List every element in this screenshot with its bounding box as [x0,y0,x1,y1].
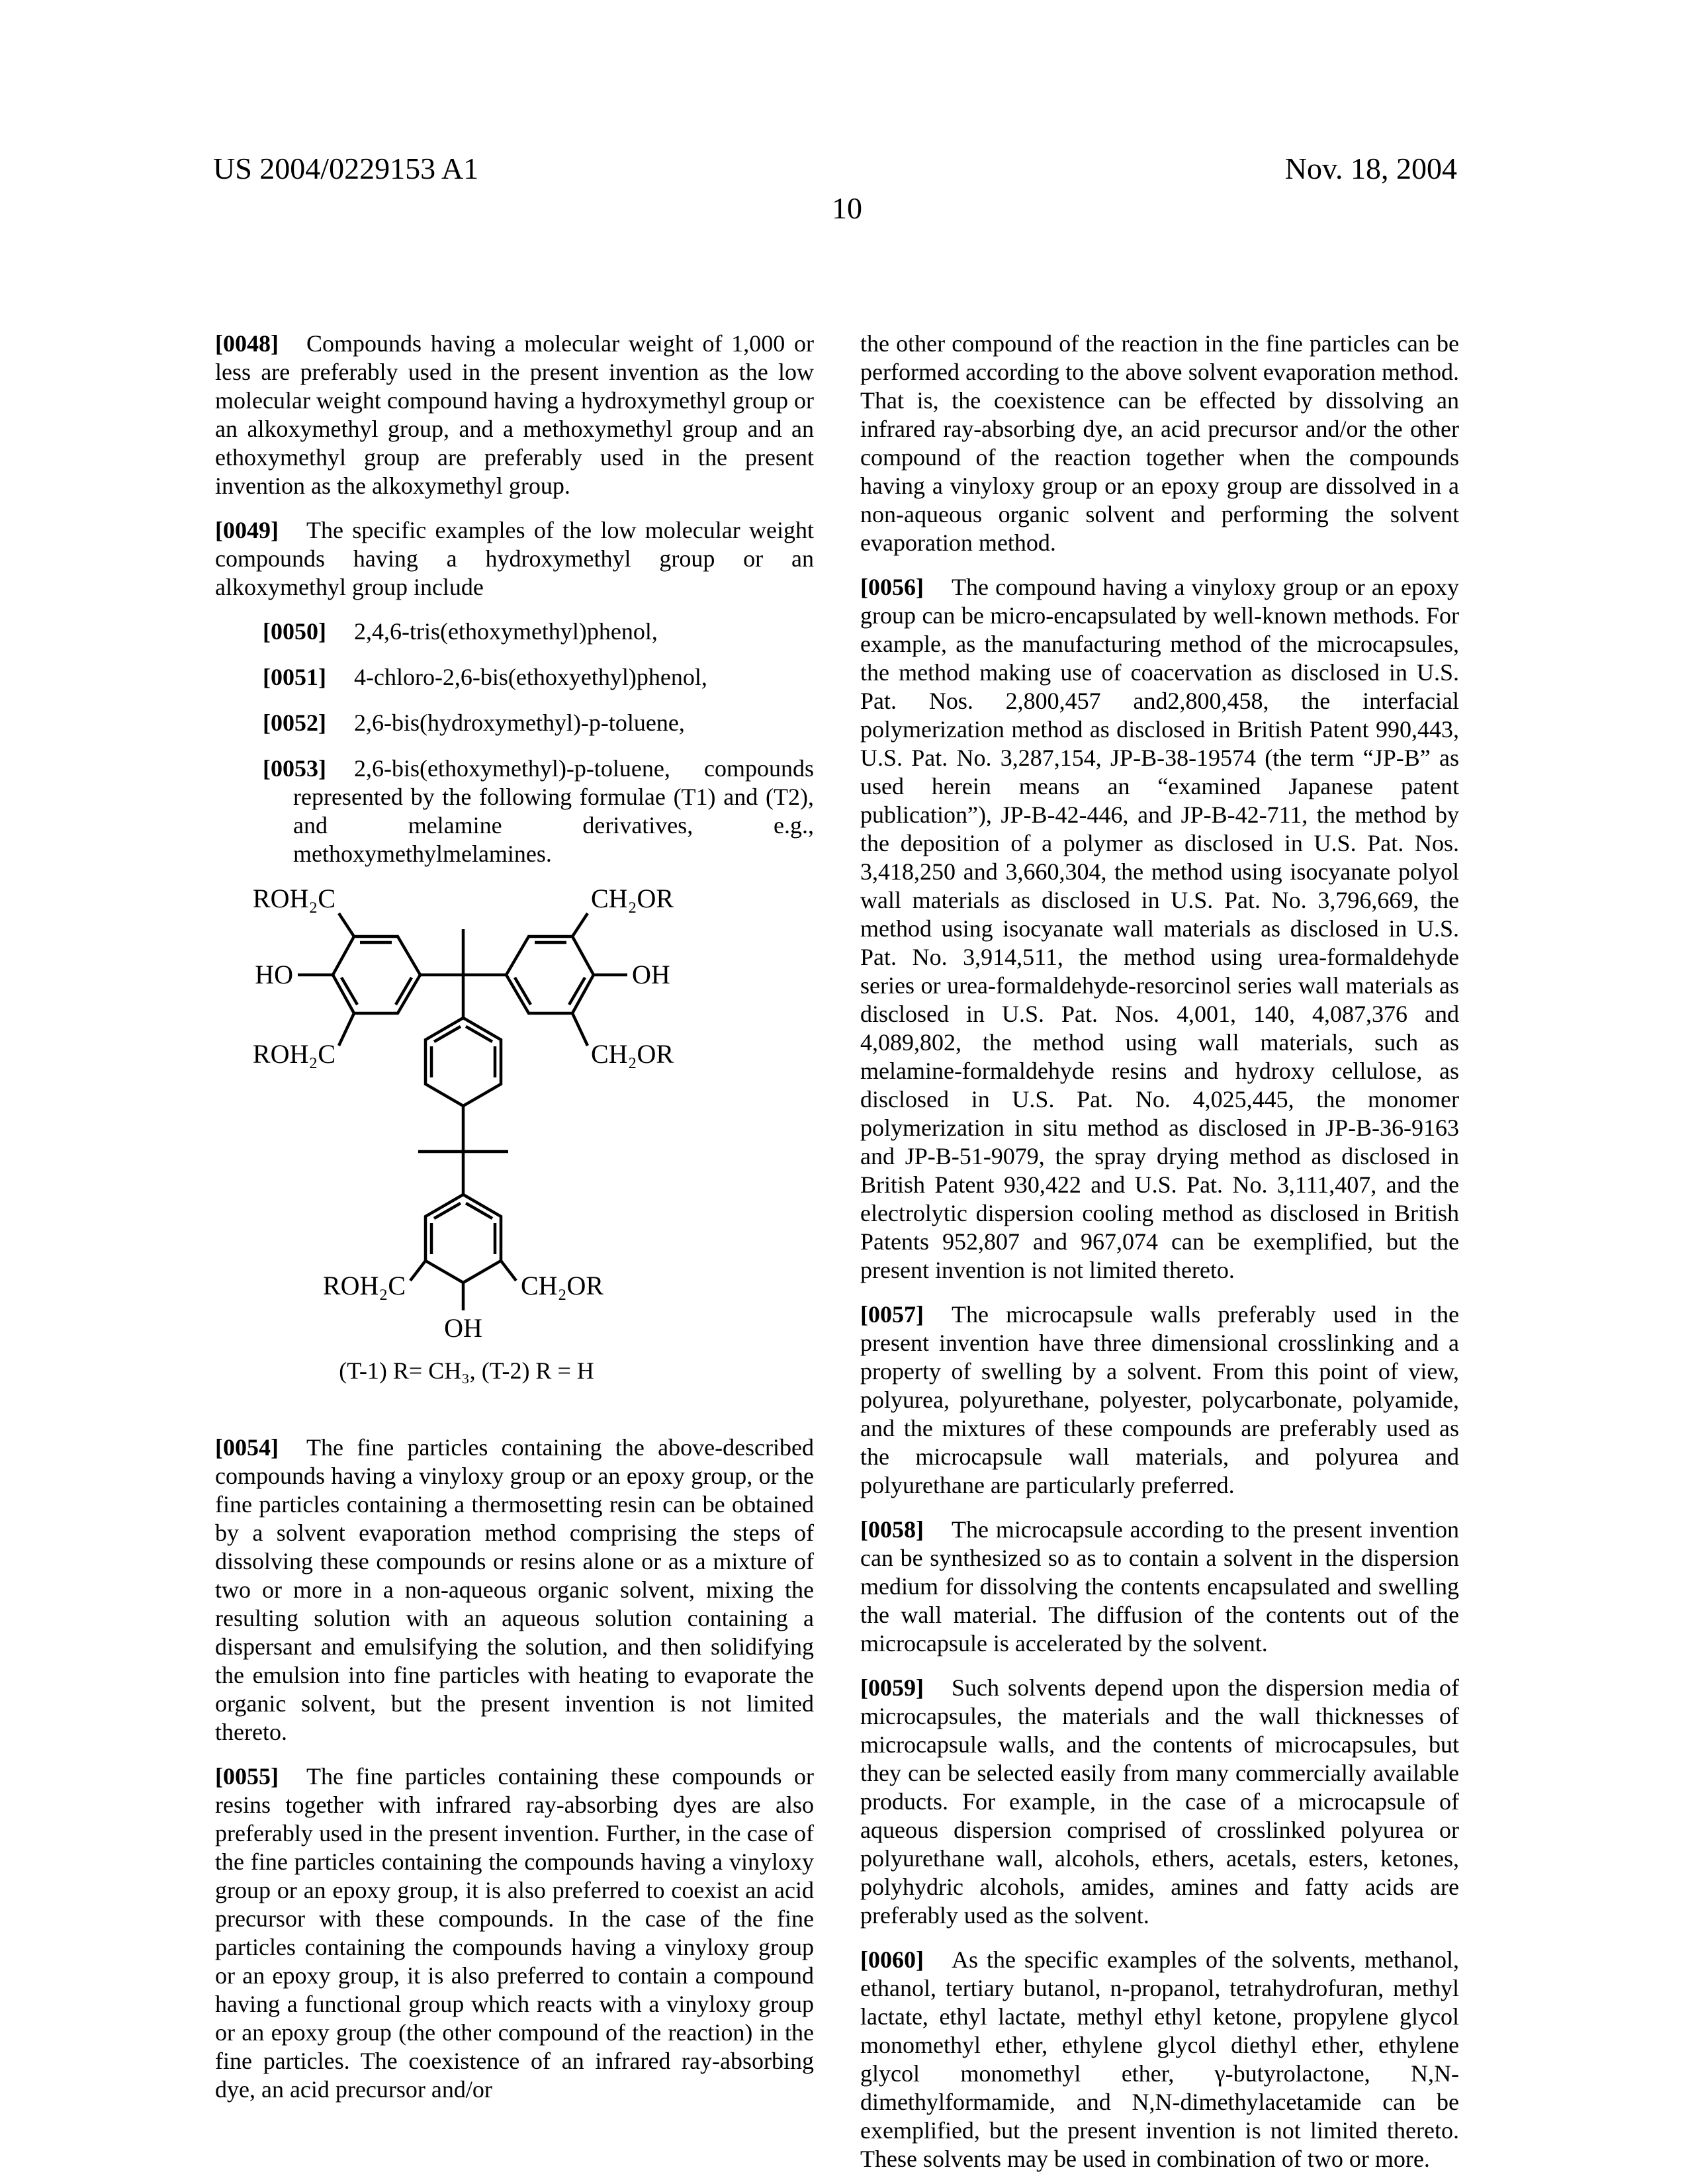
paragraph-0057 [860,1300,1459,1500]
label-roh2c-bottom-left: ROH₂C [322,1271,406,1300]
paragraph-text: The compound having a vinyloxy group or an epoxy group can be micro-encapsulated by well-known methods. For example, as the manufacturing method of the microcapsules, the method making use of coacervation as disclosed in U.S. Pat. Nos. 2,800,457 and2,800,458, the interfacial polymerization method as disclosed in British Patent 990,443, U.S. Pat. No. 3,287,154, JP-B-38-19574 (the term “JP-B” as used herein means an “examined Japanese patent publication”), JP-B-42-446, and JP-B-42-711, the method by the deposition of a polymer as disclosed in U.S. Pat. Nos. 3,418,250 and 3,660,304, the method using isocyanate polyol wall materials as disclosed in U.S. Pat. No. 3,796,669, the method using isocyanate wall materials as disclosed in U.S. Pat. No. 3,914,511, the method using urea-formaldehyde series or urea-formaldehyde-resorcinol series wall materials as disclosed in U.S. Pat. Nos. 4,001, 140, 4,087,376 and 4,089,802, the method using wall materials, such as melamine-formaldehyde resins and hydroxy cellulose, as disclosed in U.S. Pat. No. 4,025,445, the monomer polymerization in situ method as disclosed in JP-B-36-9163 and JP-B-51-9079, the spray drying method as disclosed in British Patent 930,422 and U.S. Pat. No. 3,111,407, and the electrolytic dispersion cooling method as disclosed in British Patents 952,807 and 967,074 can be exemplified, but the present invention is not limited thereto. [860,574,1459,1283]
paragraph-number: [0048] [215,330,279,357]
paragraph-0055 [215,1762,814,2104]
paragraph-number: [0050] [263,618,326,645]
paragraph-number: [0054] [215,1434,279,1461]
paragraph-text: The microcapsule walls preferably used in the present invention have three dimensional crosslinking and a property of swelling by a solvent. From this point of view, polyurea, polyurethane, polyester, polycarbonate, polyamide, and the mixtures of these compounds are preferably used as the microcapsule wall materials, and polyurea and polyurethane are particularly preferred. [860,1301,1459,1498]
paragraph-text: The microcapsule according to the present invention can be synthesized so as to contain a solvent in the dispersion medium for dissolving the contents encapsulated and swelling the wall material. The diffusion of the contents out of the microcapsule is accelerated by the solvent. [860,1516,1459,1657]
list-item-0051 [215,663,814,692]
publication-date: Nov. 18, 2004 [1284,152,1457,185]
paragraph-text: 2,6-bis(ethoxymethyl)-p-toluene, compounds represented by the following formulae (T1) and (T2), and melamine derivatives, e.g., methoxymethylmelamines. [293,755,814,867]
paragraph-0049 [215,516,814,602]
list-item-0053 [215,754,814,868]
paragraph-0056 [860,573,1459,1285]
label-ch2or-mid-right: CH₂OR [591,1039,674,1069]
paragraph-0058 [860,1516,1459,1658]
paragraph-number: [0056] [860,574,924,600]
label-roh2c-mid-left: ROH₂C [252,1039,335,1069]
bond-lines [298,913,627,1310]
paragraph-number: [0059] [860,1674,924,1701]
paragraph-number: [0053] [263,755,326,782]
list-item-0050 [215,617,814,646]
paragraph-text: The specific examples of the low molecular weight compounds having a hydroxymethyl group or an alkoxymethyl group include [215,517,814,600]
paragraph-text: 2,4,6-tris(ethoxymethyl)phenol, [353,618,658,645]
label-ch2or-bottom-right: CH₂OR [521,1271,604,1300]
patent-number: US 2004/0229153 A1 [213,152,479,185]
paragraph-number: [0051] [263,664,326,690]
paragraph-text: The fine particles containing these compounds or resins together with infrared ray-absorbing dyes are also preferably used in the present invention. Further, in the case of the fine particles containing the compounds having a vinyloxy group or an epoxy group, it is also preferred to coexist an acid precursor with these compounds. In the case of the fine particles containing the compounds having a vinyloxy group or an epoxy group, it is also preferred to contain a compound having a functional group which reacts with a vinyloxy group or an epoxy group (the other compound of the reaction) in the fine particles. The coexistence of an infrared ray-absorbing dye, an acid precursor and/or [215,1763,814,2103]
paragraph-0059 [860,1674,1459,1930]
paragraph-text: As the specific examples of the solvents, methanol, ethanol, tertiary butanol, n-propanol, tetrahydrofuran, methyl lactate, ethyl lactate, methyl ethyl ketone, propylene glycol monomethyl ether, ethylene glycol diethyl ether, ethylene glycol monomethyl ether, γ-butyrolactone, N,N-dimethylformamide, and N,N-dimethylacetamide can be exemplified, but the present invention is not limited thereto. These solvents may be used in combination of two or more. [860,1946,1459,2172]
left-column [215,330,814,2120]
paragraph-0054 [215,1433,814,1747]
list-item-0052 [215,709,814,737]
label-ho-left: HO [255,960,293,989]
right-column [860,330,1459,2184]
paragraph-text: Such solvents depend upon the dispersion media of microcapsules, the materials and the wall thicknesses of microcapsule walls, and the contents of microcapsules, but they can be selected easily from many commercially available products. For example, in the case of a microcapsule of aqueous dispersion comprised of crosslinked polyurea or polyurethane wall, alcohols, ethers, acetals, esters, ketones, polyhydric alcohols, amides, amines and fatty acids are preferably used as the solvent. [860,1674,1459,1929]
paragraph-number: [0052] [263,709,326,736]
paragraph-text: 2,6-bis(hydroxymethyl)-p-toluene, [353,709,685,736]
figure-caption: (T-1) R= CH₃, (T-2) R = H [339,1357,594,1384]
chemical-structure-figure [215,886,814,1395]
label-roh2c-top-left: ROH₂C [252,886,335,913]
label-oh-right: OH [632,960,670,989]
paragraph-text: the other compound of the reaction in the fine particles can be performed according to the above solvent evaporation method. That is, the coexistence can be effected by dissolving an infrared ray-absorbing dye, an acid precursor and/or the other compound of the reaction together when the compounds having a vinyloxy group or an epoxy group are dissolved in a non-aqueous organic solvent and performing the solvent evaporation method. [860,330,1459,556]
paragraph-0060 [860,1946,1459,2173]
paragraph-number: [0055] [215,1763,279,1790]
paragraph-number: [0049] [215,517,279,543]
paragraph-0048 [215,330,814,500]
paragraph-number: [0057] [860,1301,924,1328]
label-ch2or-top-right: CH₂OR [591,886,674,913]
page-number: 10 [832,191,862,225]
paragraph-text: 4-chloro-2,6-bis(ethoxyethyl)phenol, [353,664,707,690]
paragraph-text: Compounds having a molecular weight of 1,000 or less are preferably used in the present invention as the low molecular weight compound having a hydroxymethyl group or an alkoxymethyl group, and a methoxymethyl group and an ethoxymethyl group are preferably used in the present invention as the alkoxymethyl group. [215,330,814,499]
paragraph-text: The fine particles containing the above-described compounds having a vinyloxy group or an epoxy group, or the fine particles containing a thermosetting resin can be obtained by a solvent evaporation method comprising the steps of dissolving these compounds or resins alone or as a mixture of two or more in a non-aqueous organic solvent, mixing the resulting solution with an aqueous solution containing a dispersant and emulsifying the solution, and then solidifying the emulsion into fine particles with heating to evaporate the organic solvent, but the present invention is not limited thereto. [215,1434,814,1745]
paragraph-number: [0060] [860,1946,924,1973]
paragraph-0055-continued [860,330,1459,557]
paragraph-number: [0058] [860,1516,924,1543]
label-oh-bottom: OH [444,1313,482,1343]
